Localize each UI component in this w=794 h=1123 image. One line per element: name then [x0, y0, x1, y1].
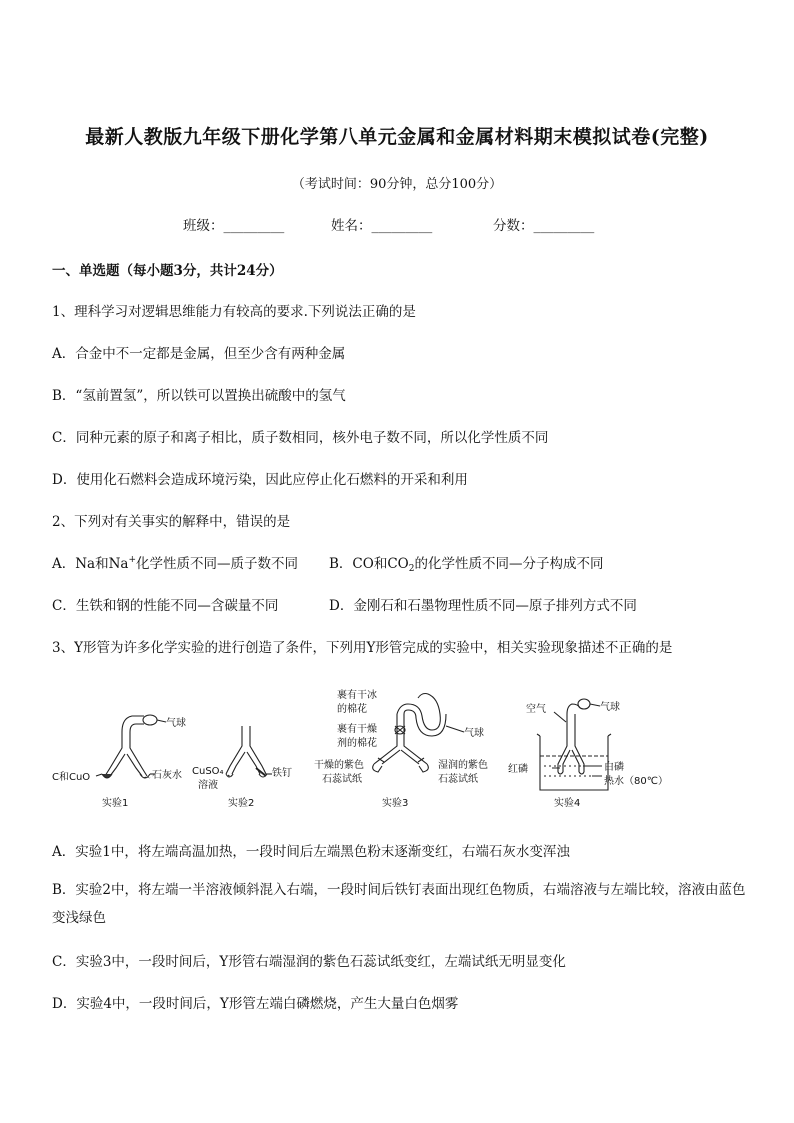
question-2-stem: 2、下列对有关事实的解释中，错误的是 — [52, 514, 291, 530]
exp4-caption: 实验4 — [554, 798, 581, 809]
exam-duration-note: （考试时间：90分钟，总分100分） — [291, 177, 503, 192]
question-3-option-b[interactable]: B．实验2中，将左端一半溶液倾斜混入右端，一段时间后铁钉表面出现红色物质，右端溶液与左端比较，溶液由蓝色变浅绿色 — [52, 882, 746, 926]
question-2-option-b[interactable] — [329, 552, 603, 574]
exp2-nail-label: 铁钉 — [272, 768, 292, 779]
exp3-dry-ice-label-2: 的棉花 — [337, 704, 367, 715]
exp3-desiccant-label-2: 剂的棉花 — [337, 738, 377, 749]
exp1-reactants-label: C和CuO — [52, 772, 91, 783]
y-tube-experiment-1 — [96, 715, 166, 778]
question-3-option-a[interactable]: A．实验1中，将左端高温加热，一段时间后左端黑色粉末逐渐变红，右端石灰水变浑浊 — [52, 844, 570, 860]
exp2-solution-label-bottom: 溶液 — [198, 780, 218, 791]
question-1-option-b[interactable]: B．“氢前置氢”，所以铁可以置换出硫酸中的氢气 — [52, 388, 346, 404]
exp4-hot-water-label: 热水（80℃） — [604, 776, 668, 787]
class-field[interactable]: 班级：_________ — [183, 218, 285, 234]
formula-subscript: 2 — [408, 564, 415, 574]
charge-superscript: + — [128, 555, 137, 565]
option-b-text-start: B．CO和CO — [329, 556, 409, 572]
exp4-red-phosphorus-label: 红磷 — [508, 764, 528, 775]
name-field[interactable]: 姓名：_________ — [331, 218, 433, 234]
question-1-option-a[interactable]: A．合金中不一定都是金属，但至少含有两种金属 — [52, 346, 346, 362]
exp2-solution-label-top: CuSO₄ — [192, 766, 224, 777]
experiment-figure — [52, 686, 672, 814]
option-a-text-end: 化学性质不同—质子数不同 — [136, 556, 299, 572]
exp3-caption: 实验3 — [382, 798, 409, 809]
question-3-stem: 3、Y形管为许多化学实验的进行创造了条件，下列用Y形管完成的实验中，相关实验现象描述不正确的是 — [52, 640, 673, 656]
y-tube-experiment-2 — [226, 726, 272, 777]
exp3-balloon-label: 气球 — [464, 728, 484, 739]
exp3-desiccant-label-1: 裹有干燥 — [337, 724, 377, 735]
exp3-wet-paper-label-1: 湿润的紫色 — [438, 760, 488, 771]
question-1-option-c[interactable]: C．同种元素的原子和离子相比，质子数相同，核外电子数不同，所以化学性质不同 — [52, 430, 549, 446]
question-3-option-c[interactable]: C．实验3中，一段时间后，Y形管右端湿润的紫色石蕊试纸变红，左端试纸无明显变化 — [52, 954, 566, 970]
exp4-white-phosphorus-label: 白磷 — [604, 762, 624, 773]
exp1-balloon-label: 气球 — [166, 718, 186, 729]
exp1-caption: 实验1 — [102, 798, 129, 809]
exp4-balloon-label: 气球 — [600, 702, 620, 713]
exp4-air-label: 空气 — [526, 704, 546, 715]
question-1-option-d[interactable]: D．使用化石燃料会造成环境污染，因此应停止化石燃料的开采和利用 — [52, 472, 468, 488]
question-3-option-d[interactable]: D．实验4中，一段时间后，Y形管左端白磷燃烧，产生大量白色烟雾 — [52, 996, 459, 1012]
question-2-option-c[interactable]: C．生铁和钢的性能不同—含碳量不同 — [52, 598, 279, 614]
section-heading: 一、单选题（每小题3分，共计24分） — [52, 263, 283, 279]
option-b-text-end: 的化学性质不同—分子构成不同 — [414, 556, 604, 572]
option-a-text-start: A．Na和Na — [52, 556, 129, 572]
exp3-wet-paper-label-2: 石蕊试纸 — [438, 774, 478, 785]
exp3-dry-ice-label-1: 裹有干冰 — [337, 690, 377, 701]
question-1-stem: 1、理科学习对逻辑思维能力有较高的要求.下列说法正确的是 — [52, 304, 416, 320]
question-2-option-a[interactable] — [52, 552, 298, 572]
exp3-dry-paper-label-1: 干燥的紫色 — [314, 760, 364, 771]
exp3-dry-paper-label-2: 石蕊试纸 — [322, 774, 362, 785]
question-2-option-d[interactable]: D．金刚石和石墨物理性质不同—原子排列方式不同 — [329, 598, 637, 614]
score-field[interactable]: 分数：_________ — [493, 218, 595, 234]
page-title: 最新人教版九年级下册化学第八单元金属和金属材料期末模拟试卷(完整) — [85, 126, 709, 148]
exp1-limewater-label: 石灰水 — [152, 770, 182, 781]
exp2-caption: 实验2 — [228, 798, 255, 809]
